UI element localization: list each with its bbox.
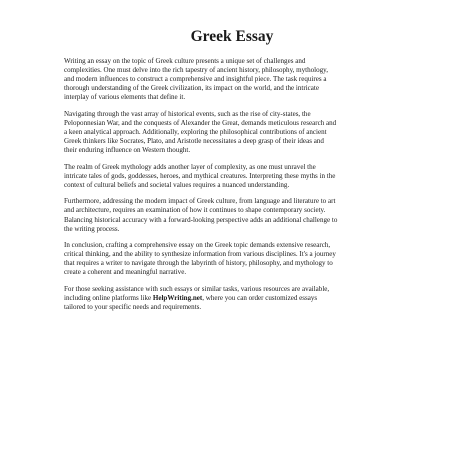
text-line: Navigating through the vast array of historical events, such as the rise of city-states, the xyxy=(64,109,311,118)
text-line: tailored to your specific needs and requirements. xyxy=(64,303,202,312)
text-line: interplay of various elements that define it. xyxy=(64,93,186,102)
paragraph-history xyxy=(64,110,394,155)
text-line: critical thinking, and the ability to synthesize information from various disciplines. It's a journey xyxy=(64,250,336,259)
text-line: and architecture, requires an examination of how it continues to shape contemporary society. xyxy=(64,206,326,215)
document-page xyxy=(64,28,394,320)
text-line: the writing process. xyxy=(64,224,120,233)
text-line: and modern influences to construct a comprehensive and insightful piece. The task requires a xyxy=(64,75,327,84)
text-line xyxy=(64,294,394,303)
text-line: The realm of Greek mythology adds another layer of complexity, as one must unravel the xyxy=(64,162,316,171)
text-segment: including online platforms like xyxy=(64,294,153,303)
paragraph-modern-impact xyxy=(64,197,394,233)
text-line: a keen analytical approach. Additionally, exploring the philosophical contributions of ancient xyxy=(64,128,327,137)
document-title: Greek Essay xyxy=(190,28,274,45)
paragraph-conclusion xyxy=(64,241,394,277)
text-line: context of cultural beliefs and societal values requires a nuanced understanding. xyxy=(64,180,290,189)
text-line: In conclusion, crafting a comprehensive essay on the Greek topic demands extensive research, xyxy=(64,241,331,250)
paragraph-mythology xyxy=(64,163,394,190)
text-line: Furthermore, addressing the modern impact of Greek culture, from language and literature to art xyxy=(64,197,336,206)
text-line: Writing an essay on the topic of Greek culture presents a unique set of challenges and xyxy=(64,57,306,65)
text-line: complexities. One must delve into the rich tapestry of ancient history, philosophy, mythology, xyxy=(64,66,329,75)
text-segment: , where you can order customized essays xyxy=(202,294,318,303)
text-line: create a coherent and meaningful narrative. xyxy=(64,268,187,277)
paragraph-resources xyxy=(64,285,394,312)
text-line: For those seeking assistance with such essays or similar tasks, various resources are available, xyxy=(64,284,330,293)
helpwriting-link[interactable]: HelpWriting.net xyxy=(152,294,203,303)
text-line: thorough understanding of the Greek civilization, its impact on the world, and the intricate xyxy=(64,84,319,93)
paragraph-intro xyxy=(64,57,394,102)
text-line: their enduring influence on Western thought. xyxy=(64,146,191,155)
text-line: that requires a writer to navigate through the labyrinth of history, philosophy, and mythology to xyxy=(64,259,333,268)
text-line: intricate tales of gods, goddesses, heroes, and mythical creatures. Interpreting these myths in the xyxy=(64,171,336,180)
text-line: Peloponnesian War, and the conquests of Alexander the Great, demands meticulous research and xyxy=(64,118,337,127)
text-line: Greek thinkers like Socrates, Plato, and Aristotle necessitates a deep grasp of their ideas and xyxy=(64,137,324,146)
text-line: Balancing historical accuracy with a forward-looking perspective adds an additional challenge to xyxy=(64,215,338,224)
